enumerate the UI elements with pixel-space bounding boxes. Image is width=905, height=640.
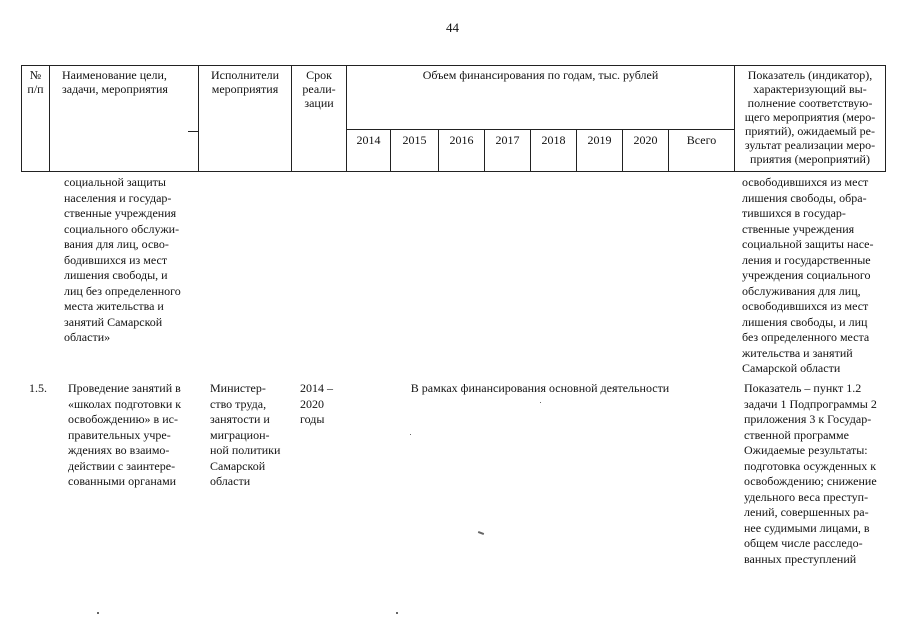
year-2015: 2015 bbox=[402, 133, 427, 147]
header-top-border bbox=[21, 65, 886, 66]
year-2017: 2017 bbox=[495, 133, 520, 147]
scan-speck bbox=[97, 612, 99, 614]
page-number: 44 bbox=[446, 20, 459, 35]
row-indicator: Показатель – пункт 1.2 задачи 1 Подпрограммы 2 приложения 3 к Государ- ственной программе Ожидаемые результаты: подготовка осужденных к освобождению; снижение удельного веса преступ- лений, совершенных ра- нее судимыми лицами, в общем числе расследо- ванных преступлений bbox=[744, 381, 877, 566]
name-col-stub bbox=[188, 131, 198, 132]
header-col-term: Срок реали- зации bbox=[302, 68, 336, 110]
continued-row-indicator: освободившихся из мест лишения свободы, обра- тившихся в государ- ственные учреждения социальной защиты насе- ления и государственные учреждения социального обслуживания для лиц, освободившихся из мест лишения свободы, и лиц без определенного места жительства и занятий Самарской области bbox=[742, 175, 874, 375]
header-col-indicator: Показатель (индикатор), характеризующий вы- полнение соответствую- щего мероприятия (меро- приятий), ожидаемый ре- зультат реализации меро- приятия (мероприятий) bbox=[744, 68, 876, 166]
header-col-funding: Объем финансирования по годам, тыс. рублей bbox=[422, 68, 659, 82]
year-total: Всего bbox=[686, 133, 717, 147]
row-term: 2014 – 2020 годы bbox=[300, 381, 333, 426]
row-executor: Министер- ство труда, занятости и миграцион- ной политики Самарской области bbox=[210, 381, 281, 488]
year-2014: 2014 bbox=[356, 133, 381, 147]
scan-speck bbox=[540, 402, 541, 403]
header-col-exec: Исполнители мероприятия bbox=[210, 68, 280, 96]
scan-speck bbox=[396, 612, 398, 614]
row-funding: В рамках финансирования основной деятельности bbox=[410, 381, 670, 395]
row-number: 1.5. bbox=[29, 381, 47, 395]
header-bottom-border bbox=[21, 171, 886, 172]
col-border-6 bbox=[885, 65, 886, 172]
year-2016: 2016 bbox=[449, 133, 474, 147]
year-2018: 2018 bbox=[541, 133, 566, 147]
scan-speck bbox=[410, 434, 411, 435]
year-2019: 2019 bbox=[587, 133, 612, 147]
scan-speck bbox=[478, 531, 484, 535]
row-name: Проведение занятий в «школах подготовки к освобождению» в ис- правительных учре- ждениях во взаимо- действии с заинтере- сованными органами bbox=[68, 381, 182, 488]
col-border-1 bbox=[49, 65, 50, 172]
continued-row-name: социальной защиты населения и государ- ственные учреждения социального обслужи- вания для лиц, осво- бодившихся из мест лишения свободы, и лиц без определенного места жительства и занятий Самарской области» bbox=[64, 175, 181, 344]
header-col-name: Наименование цели, задачи, мероприятия bbox=[62, 68, 168, 96]
years-top-border bbox=[346, 129, 734, 130]
header-col-num: № п/п bbox=[27, 68, 44, 96]
year-2020: 2020 bbox=[633, 133, 658, 147]
